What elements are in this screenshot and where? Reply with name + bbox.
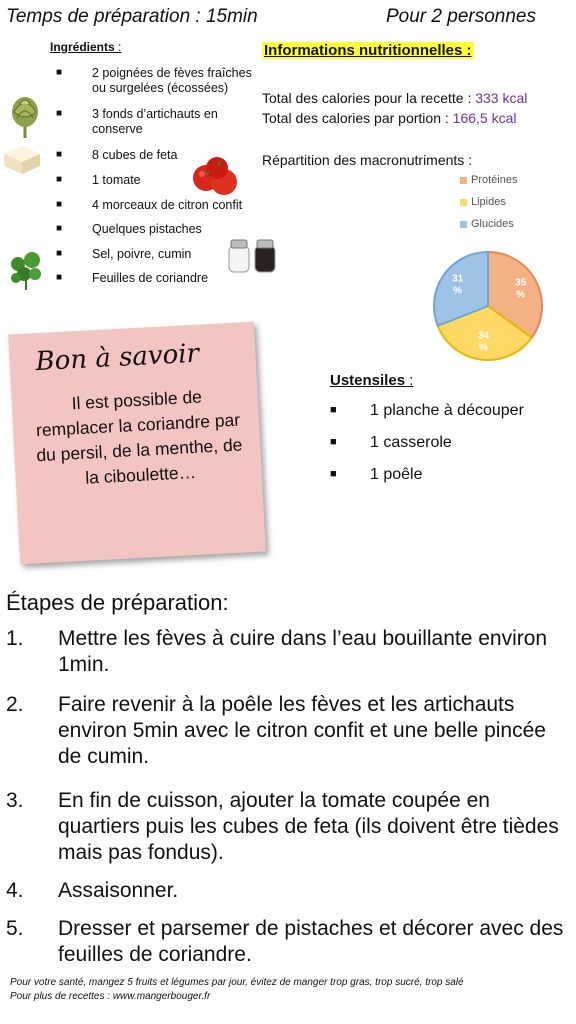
nutrition-title: Informations nutritionnelles : <box>264 42 472 59</box>
utensils-title <box>330 372 413 389</box>
macro-pie-chart <box>428 246 548 366</box>
ingredient-text: 8 cubes de feta <box>92 148 178 162</box>
step-item <box>6 878 566 904</box>
step-number: 4. <box>6 879 24 902</box>
pie-data-label: 31 % <box>452 273 464 297</box>
bullet-icon: ■ <box>56 248 63 259</box>
bullet-icon: ■ <box>56 199 63 210</box>
bullet-icon: ■ <box>56 272 63 283</box>
recipe-calories-label: Total des calories pour la recette : <box>262 90 472 106</box>
step-text: Faire revenir à la poêle les fèves et les artichauts environ 5min avec le citron confit et une belle pincée de cumin. <box>58 693 546 768</box>
recipe-calories-value: 333 kcal <box>475 90 528 106</box>
bullet-icon: ■ <box>56 149 63 160</box>
utensils-title-suffix: : <box>405 372 414 389</box>
ingredient-text: Feuilles de coriandre <box>92 271 209 285</box>
ingredient-item <box>56 222 266 237</box>
sticky-note <box>8 322 266 565</box>
portion-calories-value: 166,5 kcal <box>452 110 517 126</box>
ingredient-text: 1 tomate <box>92 173 141 187</box>
ingredient-text: 4 morceaux de citron confit <box>92 198 243 212</box>
step-item <box>6 692 566 770</box>
utensil-text: 1 planche à découper <box>370 402 524 419</box>
step-number: 3. <box>6 789 24 812</box>
salt-pepper-icon <box>226 236 278 274</box>
ingredient-text: Quelques pistaches <box>92 222 202 236</box>
recipe-calories <box>262 90 527 106</box>
portion-calories-label: Total des calories par portion : <box>262 110 449 126</box>
pie-data-label: 35 % <box>515 277 527 301</box>
utensils-title-text: Ustensiles <box>330 372 406 389</box>
legend-label: Lipides <box>471 196 506 208</box>
footer-health-note: Pour votre santé, mangez 5 fruits et légumes par jour, évitez de manger trop gras, trop sucré, trop salé <box>10 977 464 988</box>
ingredients-title-text: Ingrédients <box>50 40 115 54</box>
coriander-icon <box>8 250 44 292</box>
bullet-icon: ■ <box>56 67 63 78</box>
sticky-note-title: Bon à savoir <box>34 338 200 378</box>
legend-item-proteines <box>460 174 517 186</box>
ingredient-text: 2 poignées de fèves fraîches ou surgelées (écossées) <box>92 66 252 95</box>
legend-swatch <box>460 221 467 228</box>
step-number: 1. <box>6 627 24 650</box>
ingredient-text: 3 fonds d’artichauts en conserve <box>92 107 218 136</box>
utensil-text: 1 poêle <box>370 466 423 483</box>
bullet-icon: ■ <box>330 436 337 448</box>
step-text: Mettre les fèves à cuire dans l’eau bouillante environ 1min. <box>58 627 548 676</box>
utensil-item <box>330 402 524 420</box>
ingredient-item <box>56 198 266 213</box>
step-text: Assaisonner. <box>58 879 179 902</box>
artichoke-icon <box>6 92 44 140</box>
servings: Pour 2 personnes <box>386 6 536 27</box>
pie-data-label: 34 % <box>477 330 489 354</box>
utensil-item <box>330 434 452 452</box>
ingredient-item <box>56 66 266 96</box>
sticky-note-body: Il est possible de remplacer la coriandre par du persil, de la menthe, de la ciboulette… <box>35 386 243 488</box>
steps-title: Étapes de préparation: <box>6 590 229 615</box>
step-item <box>6 626 566 678</box>
step-item <box>6 788 566 866</box>
macro-title: Répartition des macronutriments : <box>262 152 473 168</box>
tomatoes-icon <box>190 152 240 198</box>
ingredient-item <box>56 107 266 137</box>
bullet-icon: ■ <box>56 174 63 185</box>
ingredients-title <box>50 40 121 54</box>
step-number: 2. <box>6 693 24 716</box>
legend-swatch <box>460 177 467 184</box>
legend-item-glucides <box>460 218 514 230</box>
step-text: En fin de cuisson, ajouter la tomate coupée en quartiers puis les cubes de feta (ils doivent être tièdes mais pas fondus). <box>58 789 559 864</box>
portion-calories <box>262 110 516 126</box>
bullet-icon: ■ <box>330 468 337 480</box>
bullet-icon: ■ <box>56 108 63 119</box>
utensil-item <box>330 466 423 484</box>
prep-time: Temps de préparation : 15min <box>6 6 258 27</box>
footer-website: Pour plus de recettes : www.mangerbouger.fr <box>10 991 211 1002</box>
bullet-icon: ■ <box>330 404 337 416</box>
ingredient-text: Sel, poivre, cumin <box>92 247 192 261</box>
step-text: Dresser et parsemer de pistaches et décorer avec des feuilles de coriandre. <box>58 917 564 966</box>
bullet-icon: ■ <box>56 223 63 234</box>
utensil-text: 1 casserole <box>370 434 452 451</box>
legend-label: Glucides <box>471 218 514 230</box>
legend-label: Protéines <box>471 174 518 186</box>
legend-swatch <box>460 199 467 206</box>
step-number: 5. <box>6 917 24 940</box>
legend-item-lipides <box>460 196 506 208</box>
feta-cube-icon <box>0 140 44 176</box>
step-item <box>6 916 566 968</box>
ingredients-title-suffix: : <box>114 40 122 54</box>
